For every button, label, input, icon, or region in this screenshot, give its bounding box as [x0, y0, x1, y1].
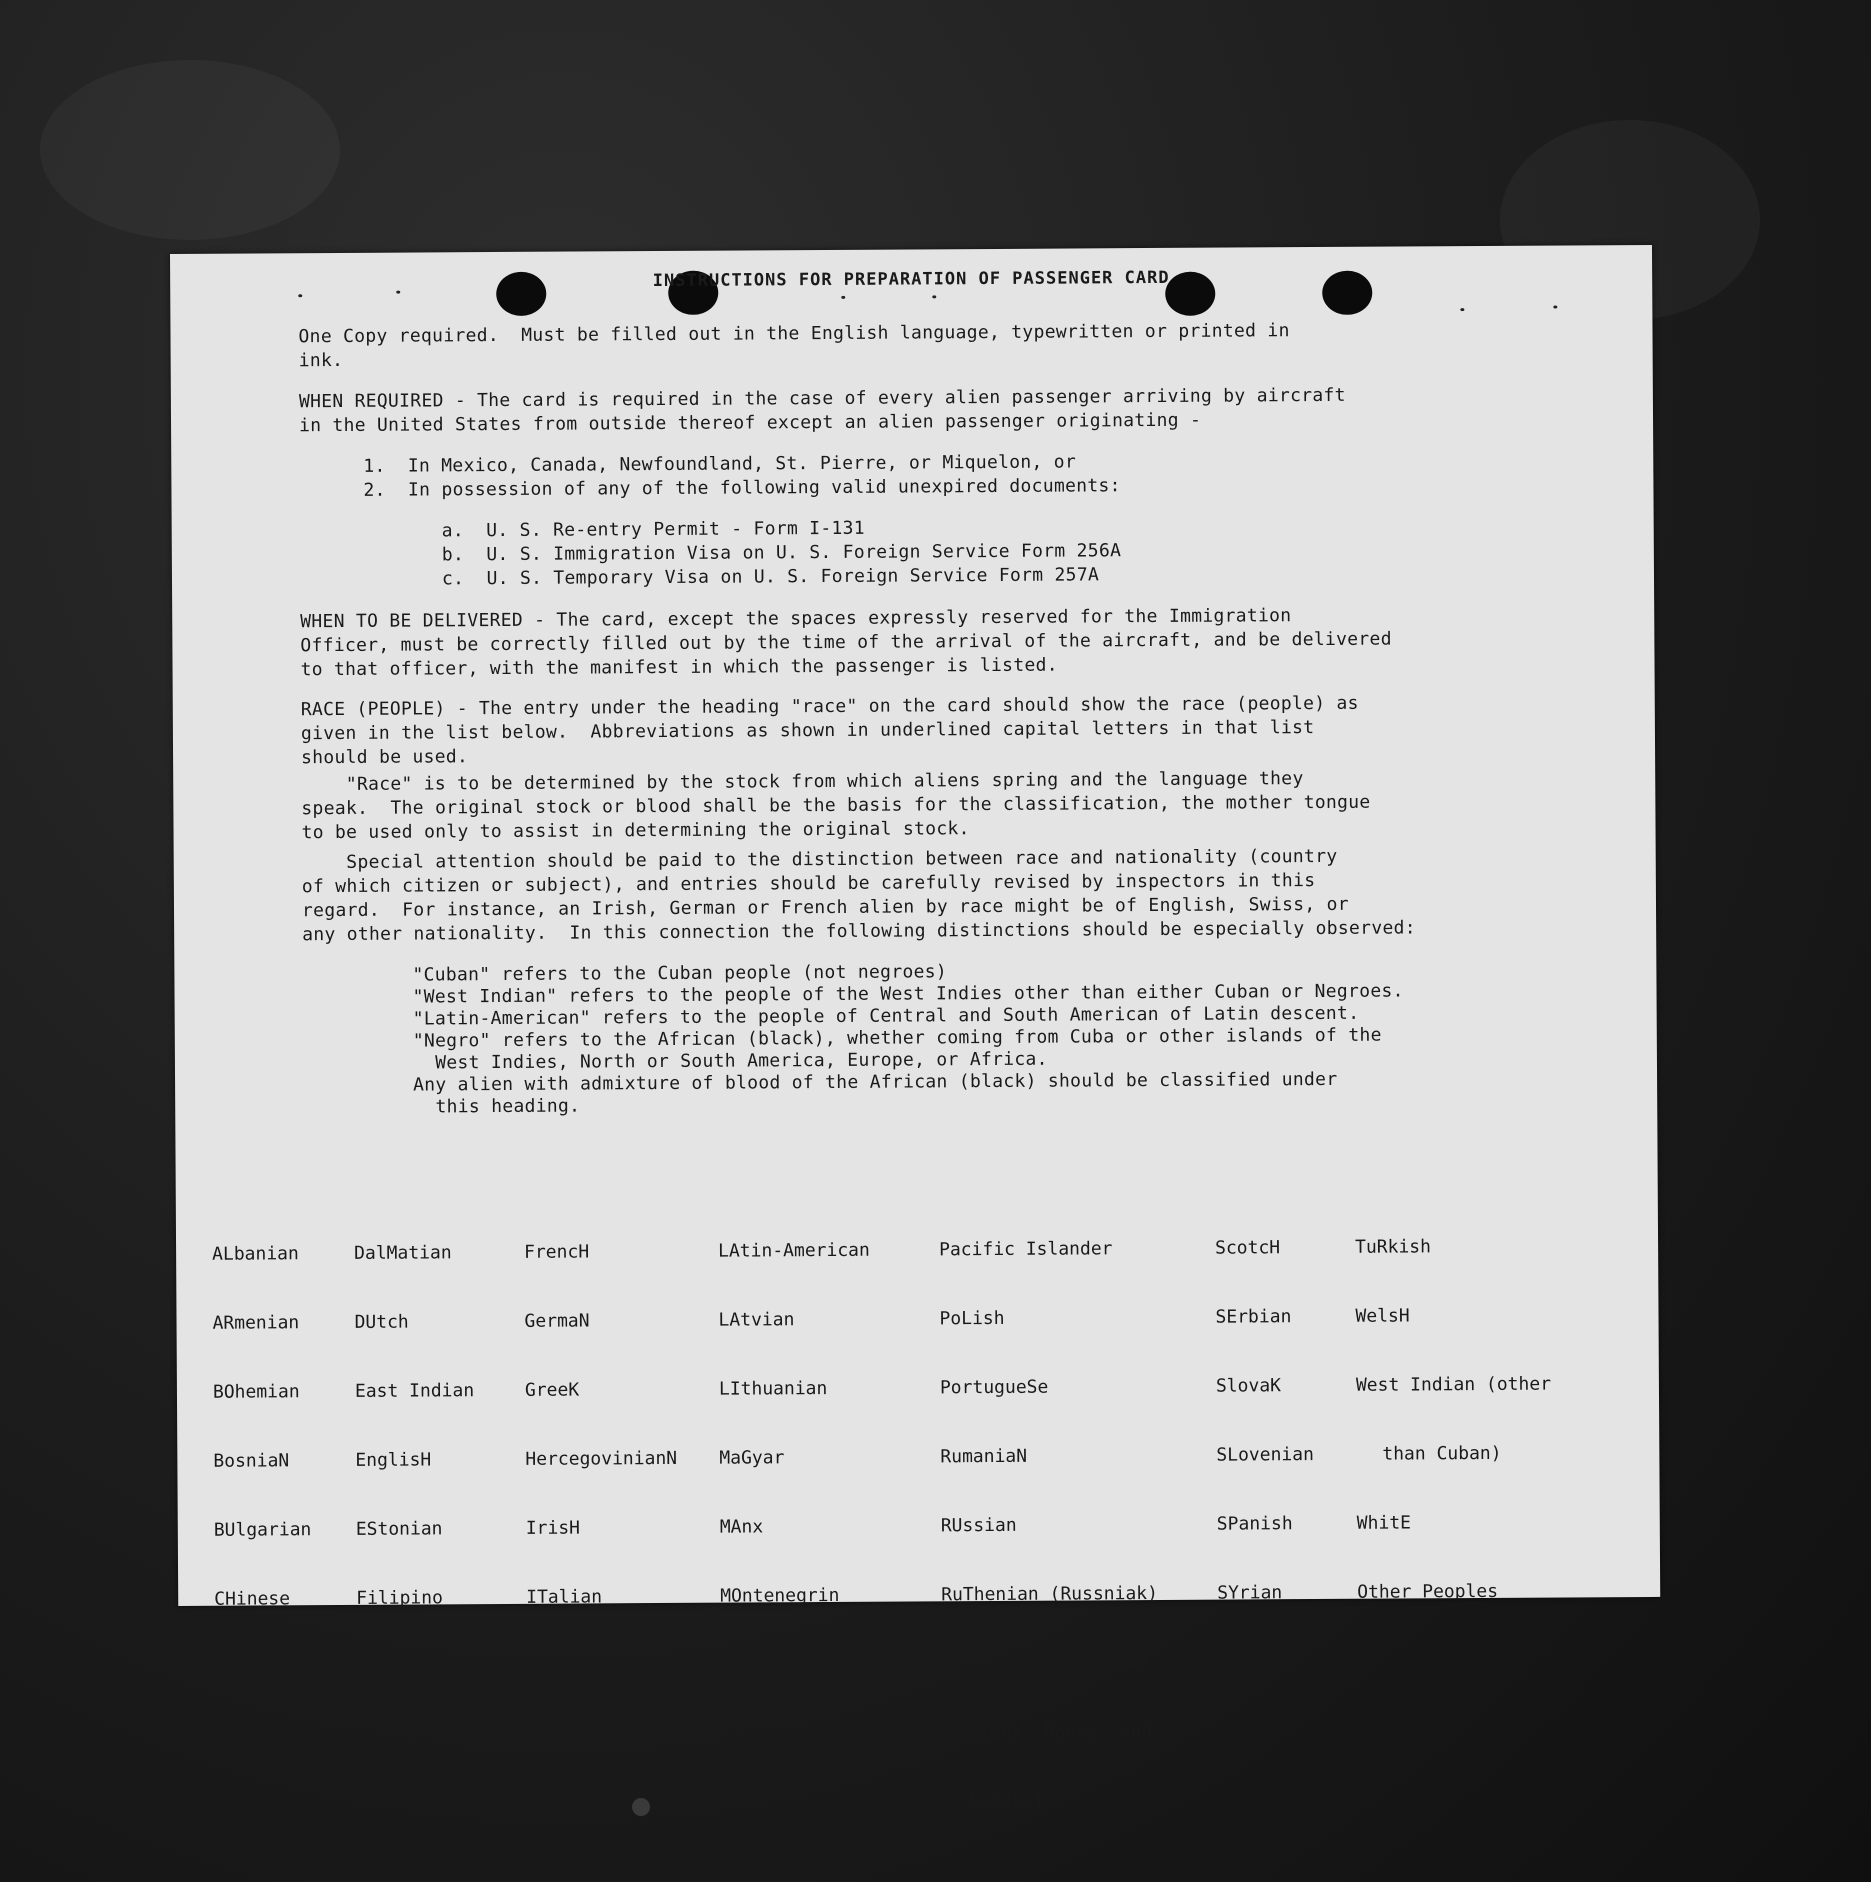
race-item: DUtch	[354, 1311, 409, 1333]
race-item: RUssian	[940, 1514, 1017, 1537]
race-item: West Indian (other	[1355, 1373, 1552, 1396]
race-column	[939, 1191, 1160, 1859]
race-item: RuThenian (Russniak)	[941, 1582, 1159, 1606]
race-item: RumaniaN	[940, 1445, 1028, 1468]
race-column	[718, 1193, 873, 1792]
race-people-paragraph: RACE (PEOPLE) - The entry under the heading "race" on the card should show the race (people) as given in the list below. Abbreviations as shown in underlined capital letters in that list should be used.	[300, 692, 1359, 769]
special-attention-paragraph: Special attention should be paid to the distinction between race and nationality (country of which citizen or subject), and entries should be carefully revised by inspectors in this regard. For instance, an Irish, German or French alien by race might be of English, Swiss, or any other nationality. In this connection the following distinctions should be especially observed:	[301, 845, 1416, 946]
race-item: PoLish	[939, 1307, 1005, 1330]
race-item: CHinese	[214, 1588, 291, 1610]
race-item: MOntenegrin	[720, 1584, 840, 1607]
race-item: FINish	[356, 1656, 422, 1678]
race-item: EnglisH	[355, 1449, 432, 1471]
race-column	[212, 1196, 313, 1795]
race-item: Other Peoples	[1357, 1580, 1499, 1603]
race-item: BosniaN	[213, 1450, 290, 1472]
race-item: JaPanese	[526, 1655, 614, 1677]
documents-list: a. U. S. Re-entry Permit - Form I-131 b. U. S. Immigration Visa on U. S. Foreign Service Form 256A c. U. S. Temporary Visa on U. S. Foreign Service Form 257A	[441, 517, 1122, 590]
film-blemish	[40, 60, 340, 240]
race-item: FLemish	[356, 1725, 433, 1747]
race-item: than Cuban)	[1382, 1442, 1502, 1465]
race-item: TuRkish	[1355, 1236, 1432, 1258]
race-item: GreeK	[524, 1379, 580, 1401]
race-item: NEgro	[720, 1723, 776, 1745]
speck	[298, 294, 302, 297]
race-column	[1355, 1189, 1553, 1650]
race-item: WelsH	[1355, 1305, 1410, 1327]
intro-paragraph: One Copy required. Must be filled out in the English language, typewritten or printed in ink.	[298, 320, 1290, 372]
race-item: SlovaK	[1215, 1375, 1282, 1397]
race-item: BOhemian	[212, 1381, 300, 1403]
film-mark	[632, 1798, 650, 1816]
document-title: INSTRUCTIONS FOR PREPARATION OF PASSENGER CARD	[652, 267, 1170, 292]
race-item: ScandinaviaN (Norwe-	[941, 1651, 1159, 1675]
race-item: BUlgarian	[213, 1519, 312, 1541]
document-page	[170, 245, 1660, 1813]
speck	[932, 295, 936, 298]
race-item: MAnx	[719, 1516, 764, 1538]
race-item: EStonian	[355, 1518, 443, 1540]
race-item: SLovenian	[1216, 1444, 1314, 1466]
when-delivered-paragraph: WHEN TO BE DELIVERED - The card, except the spaces expressly reserved for the Immigration Officer, must be correctly filled out by the time of the arrival of the aircraft, and be delivered to that officer, with the manifest in which the passenger is listed.	[300, 605, 1392, 681]
race-item: Filipino	[356, 1587, 443, 1609]
race-item: HercegovinianN	[525, 1447, 678, 1470]
race-column	[354, 1195, 477, 1794]
race-item: Swedes)	[968, 1790, 1045, 1813]
race-item: MoraviaN	[720, 1654, 808, 1676]
speck	[1553, 306, 1557, 309]
race-item: LAtvian	[718, 1309, 795, 1331]
speck	[841, 296, 845, 299]
conditions-list: 1. In Mexico, Canada, Newfoundland, St. Pierre, or Miquelon, or 2. In possession of any of the following valid unexpired documents:	[363, 451, 1121, 501]
race-item: GermaN	[524, 1310, 590, 1332]
race-item: LAtin-American	[718, 1239, 870, 1262]
race-item: CRoatian	[214, 1657, 302, 1679]
race-item: SErbian	[1215, 1306, 1292, 1328]
race-item: SPanish	[1216, 1513, 1293, 1535]
when-required-paragraph: WHEN REQUIRED - The card is required in the case of every alien passenger arriving by aircraft in the United States from outside thereof except an alien passenger originating -	[298, 384, 1346, 437]
race-item: ALbanian	[212, 1243, 299, 1265]
race-item: FrencH	[524, 1241, 590, 1263]
race-item: CUban	[214, 1726, 270, 1748]
race-item: ARmenian	[212, 1312, 300, 1334]
race-item: KoreaN	[526, 1724, 593, 1746]
race-item: LIthuanian	[718, 1378, 828, 1400]
race-item: East Indian	[354, 1380, 475, 1402]
race-column	[1215, 1190, 1315, 1651]
race-item: MaGyar	[719, 1447, 785, 1469]
speck	[1460, 308, 1464, 311]
distinctions-list: "Cuban" refers to the Cuban people (not negroes) "West Indian" refers to the people of the West Indies other than either Cuban or Negroes. "Latin-American" refers to the people of Central and South American of Latin descent. "Negro" refers to the African (black), whether coming from Cuba or other islands of the West Indies, North or South America, Europe, or Africa. Any alien with admixture of blood of the African (black) should be classified under this heading.	[412, 961, 1404, 1118]
race-item: gians, Danes, and	[967, 1721, 1153, 1744]
race-item: SYrian	[1217, 1582, 1283, 1604]
race-item: Pacific Islander	[939, 1238, 1113, 1261]
race-definition-paragraph: "Race" is to be determined by the stock from which aliens spring and the language they speak. The original stock or blood shall be the basis for the classification, the mother tongue to be used only to assist in determining the original stock.	[301, 768, 1371, 844]
race-item: ScotcH	[1215, 1237, 1281, 1259]
race-item: IrisH	[525, 1517, 581, 1539]
race-item: ITalian	[526, 1586, 603, 1608]
race-column	[524, 1194, 679, 1793]
race-item: PortugueSe	[939, 1376, 1049, 1399]
race-item: WhitE	[1356, 1512, 1412, 1534]
race-item: DalMatian	[354, 1242, 452, 1264]
